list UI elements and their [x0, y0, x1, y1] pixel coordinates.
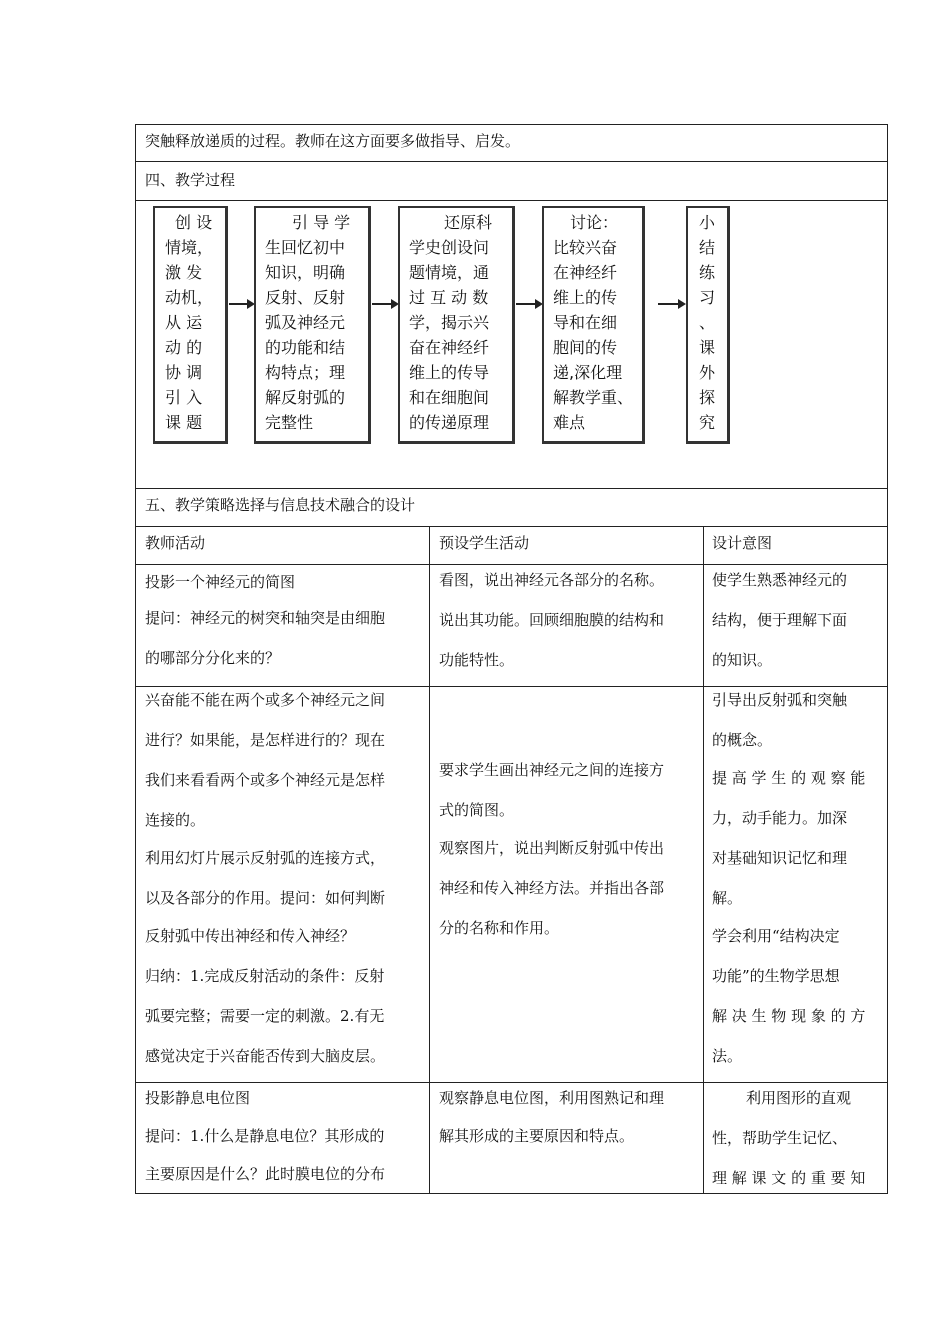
flow-step-1: [153, 206, 228, 444]
cell-line: 结构，便于理解下面: [712, 611, 848, 629]
cell-line: 解 决 生 物 现 象 的 方: [712, 1007, 866, 1025]
cell-line: 力，动手能力。加深: [712, 809, 848, 827]
flow-step-line: 、: [699, 313, 716, 332]
flow-arrow: [658, 303, 684, 305]
flow-step-line: 递,深化理: [553, 363, 623, 382]
cell-line: 的哪部分分化来的？: [145, 649, 281, 667]
flow-step-line: 导和在细: [553, 313, 618, 332]
flow-step-line: 动机，: [165, 288, 214, 307]
row-divider: [135, 1082, 888, 1083]
flow-step-line: 和在细胞间: [409, 388, 490, 407]
row-divider: [135, 161, 888, 162]
flow-step-line: 难点: [553, 413, 586, 432]
column-divider: [429, 526, 430, 1194]
cell-line: 提问：神经元的树突和轴突是由细胞: [145, 609, 386, 627]
cell-line: 功能特性。: [439, 651, 515, 669]
table-bottom-border: [135, 1193, 888, 1194]
flow-step-line: 探: [699, 388, 716, 407]
cell-line: 解其形成的主要原因和特点。: [439, 1127, 635, 1145]
flow-step-line: 情境，: [165, 238, 214, 257]
table-top-border: [135, 124, 888, 125]
flow-step-line: 引 入: [165, 388, 203, 407]
flow-step-5: [686, 206, 730, 444]
row-divider: [135, 564, 888, 565]
flow-step-line: 题情境，通: [409, 263, 490, 282]
flow-step-line: 解反射弧的: [265, 388, 346, 407]
cell-line: 神经和传入神经方法。并指出各部: [439, 879, 665, 897]
cell-line: 式的简图。: [439, 801, 515, 819]
flow-step-line: 生回忆初中: [265, 238, 346, 257]
flow-step-line: 比较兴奋: [553, 238, 618, 257]
flow-step-line: 创 设: [175, 213, 213, 232]
cell-line: 弧要完整；需要一定的刺激。2.有无: [145, 1007, 385, 1025]
cell-line: 的知识。: [712, 651, 773, 669]
cell-line: 进行？如果能，是怎样进行的？现在: [145, 731, 386, 749]
cell-line: 解。: [712, 889, 743, 907]
cell-line: 法。: [712, 1047, 743, 1065]
flow-step-line: 引 导 学: [292, 213, 351, 232]
cell-line: 分的名称和作用。: [439, 919, 560, 937]
flow-step-line: 习: [699, 288, 716, 307]
row-divider: [135, 686, 888, 687]
cell-line: 我们来看看两个或多个神经元是怎样: [145, 771, 386, 789]
section-title: 五、教学策略选择与信息技术融合的设计: [145, 496, 416, 514]
flow-step-line: 课: [699, 338, 716, 357]
row-divider: [135, 526, 888, 527]
cell-line: 主要原因是什么？此时膜电位的分布: [145, 1165, 386, 1183]
flow-step-2: [254, 206, 371, 444]
cell-line: 观察图片，说出判断反射弧中传出: [439, 839, 665, 857]
cell-line: 反射弧中传出神经和传入神经？: [145, 927, 356, 945]
table-right-border: [887, 124, 888, 1194]
cell-line: 说出其功能。回顾细胞膜的结构和: [439, 611, 665, 629]
cell-line: 提问：1.什么是静息电位？其形成的: [145, 1127, 385, 1145]
flow-arrow: [229, 303, 253, 305]
flow-step-line: 从 运: [165, 313, 203, 332]
flow-step-4: [542, 206, 645, 444]
column-header-student: 预设学生活动: [439, 534, 530, 552]
flow-step-line: 反射、反射: [265, 288, 346, 307]
cell-line: 归纳：1.完成反射活动的条件：反射: [145, 967, 385, 985]
cell-line: 利用图形的直观: [746, 1089, 852, 1107]
flow-step-line: 激 发: [165, 263, 203, 282]
column-divider: [703, 526, 704, 1194]
flow-step-line: 协 调: [165, 363, 203, 382]
row-divider: [135, 200, 888, 201]
section-title: 四、教学过程: [145, 171, 236, 189]
cell-line: 投影一个神经元的简图: [145, 573, 296, 591]
column-header-teacher: 教师活动: [145, 534, 206, 552]
row-divider: [135, 488, 888, 489]
flow-step-line: 在神经纤: [553, 263, 618, 282]
flow-step-line: 奋在神经纤: [409, 338, 490, 357]
flow-step-line: 还原科: [444, 213, 493, 232]
cell-line: 要求学生画出神经元之间的连接方: [439, 761, 665, 779]
flow-step-line: 胞间的传: [553, 338, 618, 357]
flow-step-line: 知识，明确: [265, 263, 346, 282]
flow-step-line: 的功能和结: [265, 338, 346, 357]
flow-step-line: 完整性: [265, 413, 314, 432]
flow-step-line: 动 的: [165, 338, 203, 357]
intro-text: 突触释放递质的过程。教师在这方面要多做指导、启发。: [145, 132, 521, 150]
cell-line: 投影静息电位图: [145, 1089, 251, 1107]
flow-step-line: 过 互 动 数: [409, 288, 489, 307]
flow-step-3: [398, 206, 515, 444]
flow-step-line: 的传递原理: [409, 413, 490, 432]
cell-line: 观察静息电位图，利用图熟记和理: [439, 1089, 665, 1107]
cell-line: 的概念。: [712, 731, 773, 749]
cell-line: 提 高 学 生 的 观 察 能: [712, 769, 866, 787]
cell-line: 以及各部分的作用。提问：如何判断: [145, 889, 386, 907]
flow-step-line: 构特点；理: [265, 363, 346, 382]
flow-step-line: 解教学重、: [553, 388, 634, 407]
cell-line: 感觉决定于兴奋能否传到大脑皮层。: [145, 1047, 386, 1065]
table-left-border: [135, 124, 136, 1194]
cell-line: 连接的。: [145, 811, 206, 829]
flow-step-line: 维上的传导: [409, 363, 490, 382]
cell-line: 理 解 课 文 的 重 要 知: [712, 1169, 866, 1187]
cell-line: 功能”的生物学思想: [712, 967, 840, 985]
cell-line: 利用幻灯片展示反射弧的连接方式，: [145, 849, 386, 867]
flow-step-line: 究: [699, 413, 716, 432]
cell-line: 对基础知识记忆和理: [712, 849, 848, 867]
flow-step-line: 维上的传: [553, 288, 618, 307]
flow-step-line: 外: [699, 363, 716, 382]
cell-line: 学会利用“结构决定: [712, 927, 840, 945]
cell-line: 性，帮助学生记忆、: [712, 1129, 848, 1147]
cell-line: 看图，说出神经元各部分的名称。: [439, 571, 665, 589]
flow-step-line: 学史创设问: [409, 238, 490, 257]
flow-arrow: [372, 303, 397, 305]
column-header-intent: 设计意图: [712, 534, 773, 552]
flow-step-line: 学，揭示兴: [409, 313, 490, 332]
flow-step-line: 小: [699, 213, 716, 232]
flow-step-line: 弧及神经元: [265, 313, 346, 332]
cell-line: 引导出反射弧和突触: [712, 691, 848, 709]
flow-step-line: 课 题: [165, 413, 203, 432]
flow-step-line: 讨论：: [570, 213, 619, 232]
cell-line: 使学生熟悉神经元的: [712, 571, 848, 589]
flow-step-line: 结: [699, 238, 716, 257]
flow-arrow: [516, 303, 541, 305]
flow-step-line: 练: [699, 263, 716, 282]
cell-line: 兴奋能不能在两个或多个神经元之间: [145, 691, 386, 709]
